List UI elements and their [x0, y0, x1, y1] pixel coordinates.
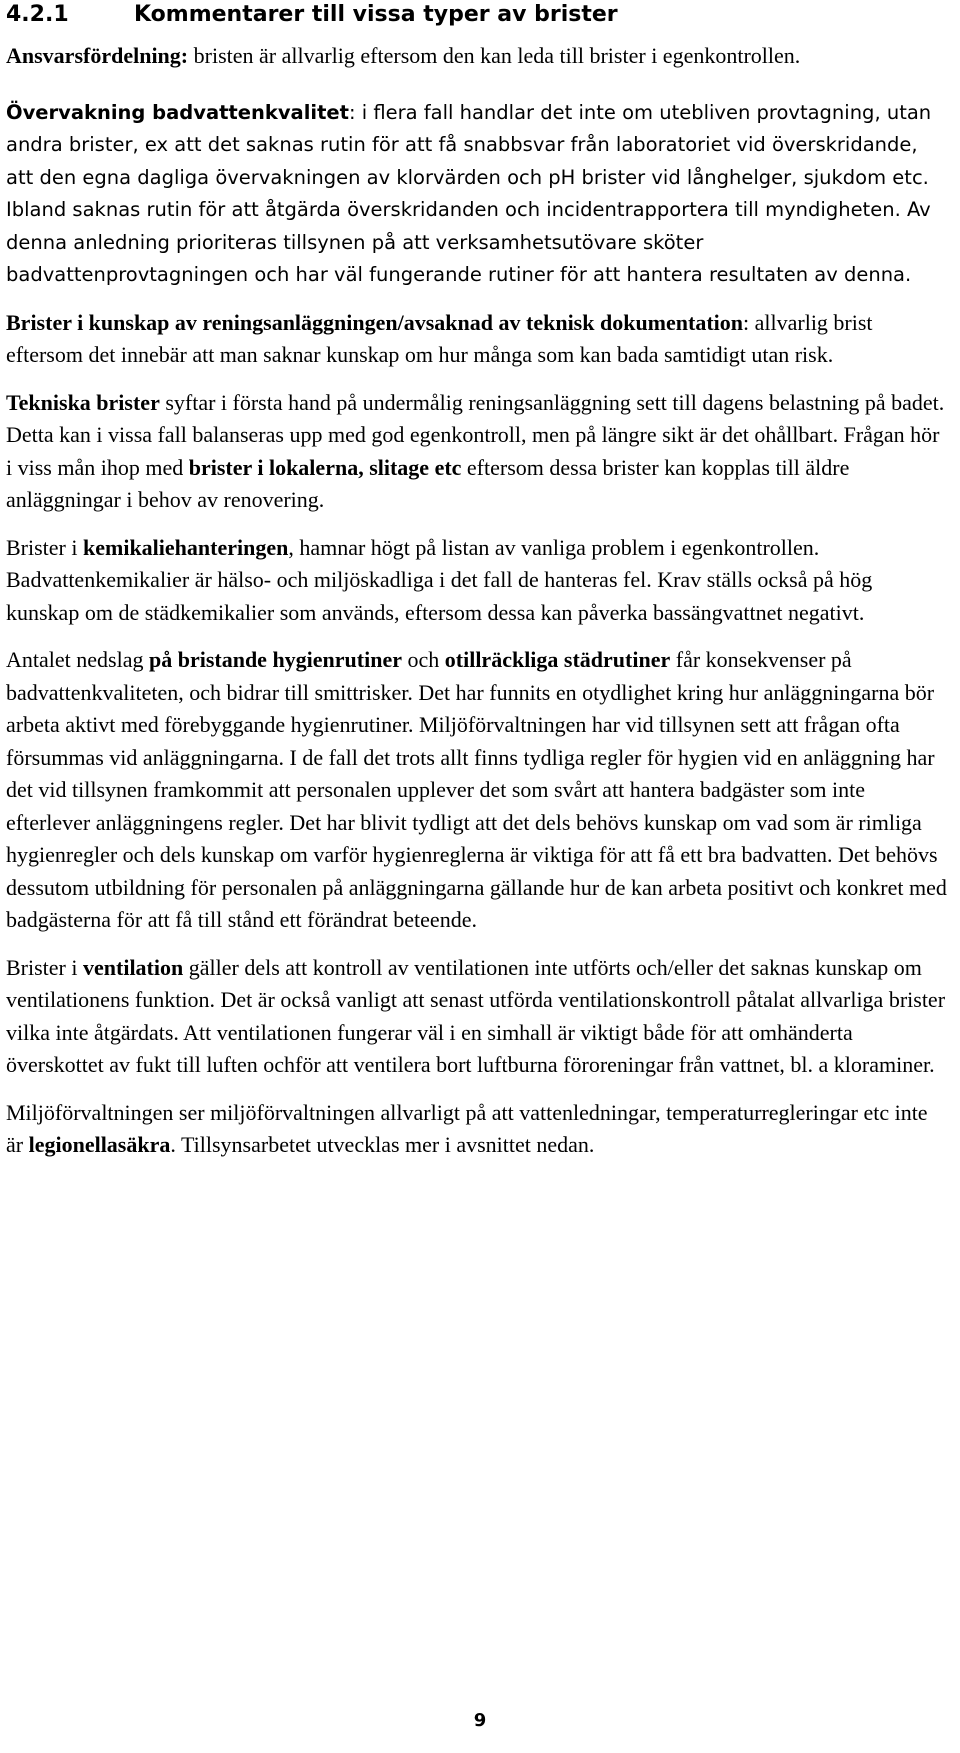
section-heading — [6, 0, 950, 30]
paragraph-kunskap: Brister i kunskap av reningsanläggningen/avsaknad av teknisk dokumentation: allvarlig brist eftersom det innebär att man saknar kunskap om hur många som kan bada samtidigt utan risk. — [6, 309, 873, 367]
section-title: Kommentarer till vissa typer av brister — [134, 2, 618, 27]
term-ventilation: ventilation — [83, 954, 184, 980]
term-legionellasakra: legionellasäkra — [28, 1132, 171, 1157]
term-stadrutiner: otillräckliga städrutiner — [444, 647, 671, 672]
term-ansvarsfordelning: Ansvarsfördelning: — [6, 43, 189, 68]
paragraph-ansvarsfordelning: Ansvarsfördelning: bristen är allvarlig eftersom den kan leda till brister i egenkontrollen. — [6, 43, 801, 68]
term-kemikaliehanteringen: kemikaliehanteringen — [83, 534, 289, 560]
section-number: 4.2.1 — [6, 2, 69, 27]
term-overvakning: Övervakning badvattenkvalitet — [6, 100, 349, 124]
term-hygienrutiner: på bristande hygienrutiner — [148, 647, 402, 672]
paragraph-hygienrutiner: Antalet nedslag på bristande hygienrutiner och otillräckliga städrutiner får konsekvenser på badvattenkvaliteten, och bidrar till smittrisker. Det har funnits en otydlighet kring hur anläggningarna bör arbeta aktivt med förebyggande hygienrutiner. Miljöförvaltningen har vid tillsynen sett att frågan ofta försummas vid anläggningarna. I de fall det trots allt finns tydliga regler för hygien vid en anläggning har det vid tillsynen framkommit att personalen upplever det som svårt att hantera badgäster som inte efterlever anläggningens regler. Det har blivit tydligt att det dels behövs kunskap om vad som är rimliga hygienregler och dels kunskap om varför hygienreglerna är viktiga för att få ett bra badvatten. Det behövs dessutom utbildning för personalen på anläggningarna gällande hur de kan arbeta positivt och konkret med badgästerna för att få till stånd ett förändrat beteende. — [6, 647, 947, 932]
paragraph-ventilation: Brister i ventilation gäller dels att kontroll av ventilationen inte utförts och/eller det saknas kunskap om ventilationens funktion. Det är också vanligt att senast utförda ventilationskontroll påtalat allvarliga brister vilka inte åtgärdats. Att ventilationen fungerar väl i en simhall är viktigt både för att omhänderta överskottet av fukt till luften ochför att ventilera bort luftburna föroreningar från vattnet, bl. a kloraminer. — [6, 954, 946, 1077]
term-tekniska-brister: Tekniska brister — [6, 389, 160, 415]
term-brister-lokalerna: brister i lokalerna, slitage etc — [188, 454, 462, 480]
term-kunskap-dokumentation: Brister i kunskap av reningsanläggningen/avsaknad av teknisk dokumentation — [6, 309, 744, 335]
paragraph-overvakning: Övervakning badvattenkvalitet: i flera fall handlar det inte om utebliven provtagning, utan andra brister, ex att det saknas rutin för att få snabbsvar från laboratoriet vid överskridande, att den egna dagliga övervakningen av klorvärden och pH brister vid långhelger, sjukdom etc. Ibland saknas rutin för att åtgärda överskridanden och incidentrapportera till myndigheten. Av denna anledning prioriteras tillsynen på att verksamhetsutövare sköter badvattenprovtagningen och har väl fungerande rutiner för att hantera resultaten av denna. — [6, 100, 932, 286]
paragraph-legionella: Miljöförvaltningen ser miljöförvaltningen allvarligt på att vattenledningar, temperaturregleringar etc inte är legionellasäkra. Tillsynsarbetet utvecklas mer i avsnittet nedan. — [6, 1099, 928, 1157]
paragraph-kemikaliehantering: Brister i kemikaliehanteringen, hamnar högt på listan av vanliga problem i egenkontrollen. Badvattenkemikalier är hälso- och miljöskadliga i det fall de hanteras fel. Krav ställs också på hög kunskap om de städkemikalier som används, eftersom dessa kan påverka bassängvattnet negativt. — [6, 534, 873, 625]
paragraph-tekniska-brister: Tekniska brister syftar i första hand på undermålig reningsanläggning sett till dagens belastning på badet. Detta kan i vissa fall balanseras upp med god egenkontroll, men på längre sikt är det ohållbart. Frågan hör i viss mån ihop med brister i lokalerna, slitage etc eftersom dessa brister kan kopplas till äldre anläggningar i behov av renovering. — [6, 389, 945, 512]
page-number: 9 — [473, 1710, 487, 1731]
